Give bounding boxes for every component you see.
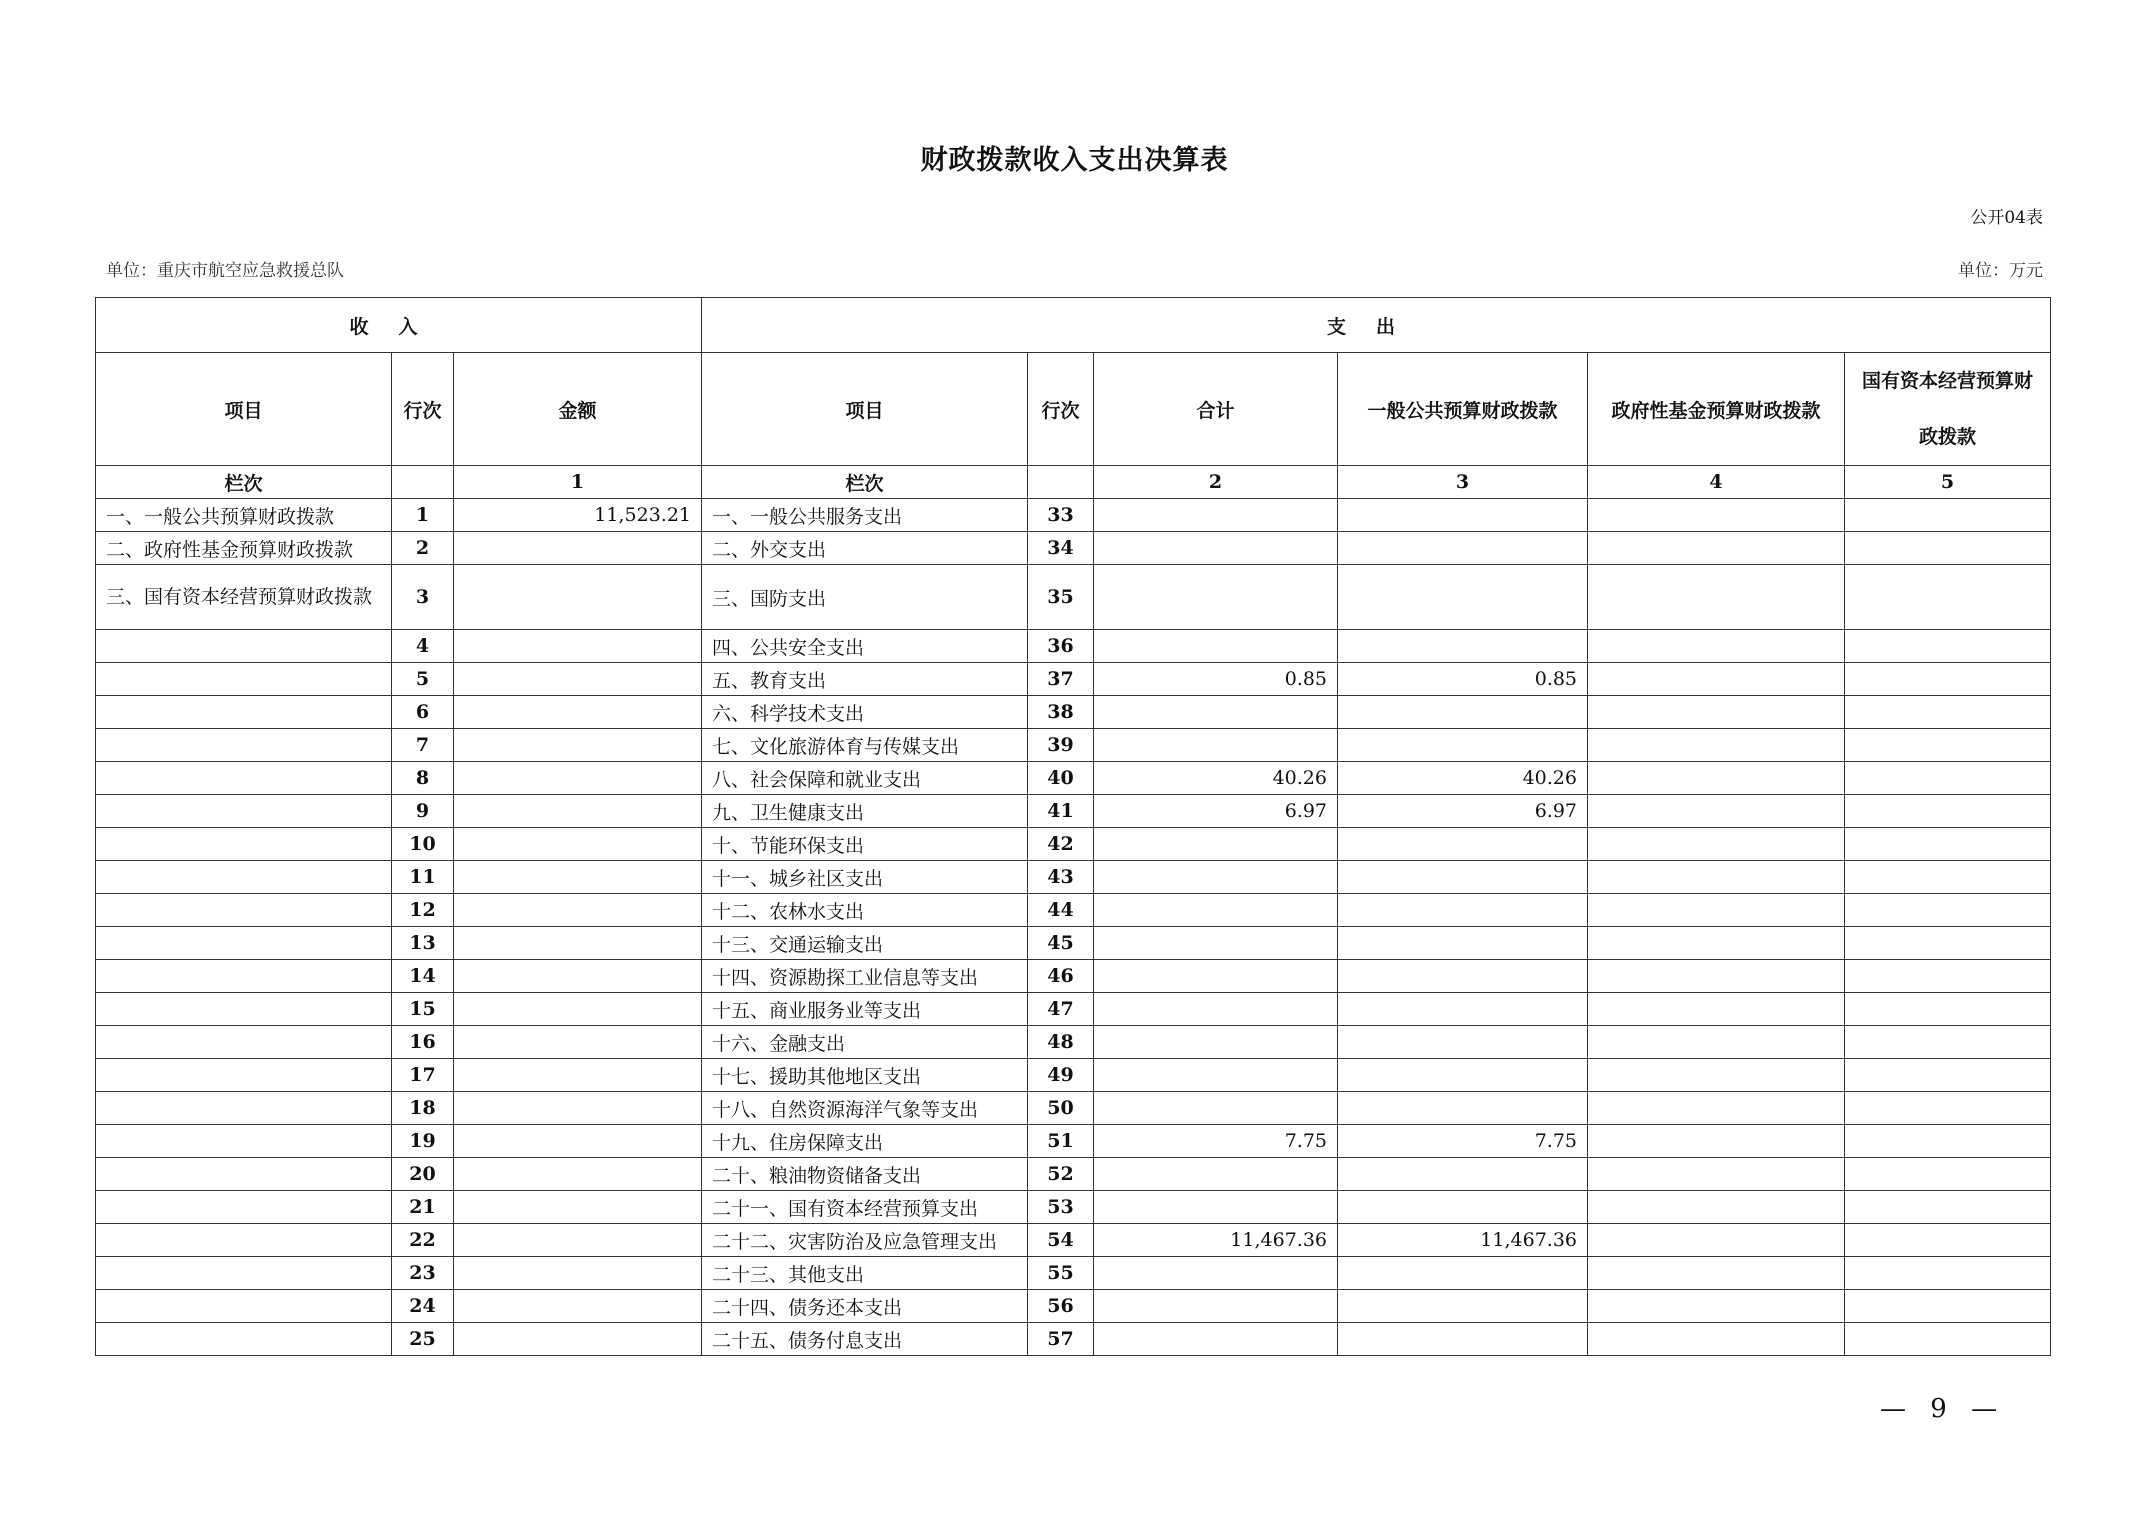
table-row [96,1158,2051,1191]
income-row-no-cell: 21 [392,1191,454,1224]
expense-item-cell: 二、外交支出 [702,532,1028,565]
general-budget-cell [1338,499,1588,532]
income-item-cell [96,1224,392,1257]
general-budget-cell [1338,532,1588,565]
total-cell [1094,1323,1338,1356]
state-capital-cell [1845,762,2051,795]
total-header: 合计 [1094,353,1338,466]
income-item-cell [96,762,392,795]
expense-item-cell: 十三、交通运输支出 [702,927,1028,960]
general-budget-cell [1338,565,1588,630]
income-item-cell [96,630,392,663]
expense-row-no-cell: 33 [1028,499,1094,532]
expense-row-no-cell: 44 [1028,894,1094,927]
income-item-cell [96,1026,392,1059]
state-capital-cell [1845,1125,2051,1158]
column-index-row [96,466,2051,499]
table-row [96,1191,2051,1224]
general-budget-cell [1338,1323,1588,1356]
table-code: 公开04表 [1970,208,2043,228]
section-header-row [96,298,2051,353]
fund-budget-cell [1588,1125,1845,1158]
general-budget-cell [1338,1290,1588,1323]
expense-row-no-cell: 52 [1028,1158,1094,1191]
income-row-no-header: 行次 [392,353,454,466]
table-row [96,630,2051,663]
expense-row-no-cell: 35 [1028,565,1094,630]
income-item-cell: 一、一般公共预算财政拨款 [96,499,392,532]
general-budget-header: 一般公共预算财政拨款 [1338,353,1588,466]
fund-budget-cell [1588,1224,1845,1257]
expense-item-cell: 五、教育支出 [702,663,1028,696]
state-capital-cell [1845,894,2051,927]
total-cell [1094,861,1338,894]
general-budget-cell: 40.26 [1338,762,1588,795]
fund-budget-cell [1588,1290,1845,1323]
income-amount-cell [454,1092,702,1125]
expense-row-no-cell: 43 [1028,861,1094,894]
expense-item-cell: 十六、金融支出 [702,1026,1028,1059]
state-capital-header: 国有资本经营预算财政拨款 [1845,353,2051,466]
income-item-cell [96,1290,392,1323]
state-capital-cell [1845,1191,2051,1224]
total-cell: 40.26 [1094,762,1338,795]
expense-item-cell: 四、公共安全支出 [702,630,1028,663]
table-row [96,1092,2051,1125]
table-row [96,1257,2051,1290]
expense-item-cell: 十九、住房保障支出 [702,1125,1028,1158]
total-cell: 11,467.36 [1094,1224,1338,1257]
expense-row-no-cell: 55 [1028,1257,1094,1290]
total-cell [1094,1191,1338,1224]
income-amount-cell [454,663,702,696]
state-capital-cell [1845,1257,2051,1290]
expense-row-no-cell: 39 [1028,729,1094,762]
income-amount-cell [454,1158,702,1191]
table-row [96,729,2051,762]
total-cell [1094,499,1338,532]
income-row-no-cell: 19 [392,1125,454,1158]
general-budget-cell [1338,960,1588,993]
expense-item-cell: 十二、农林水支出 [702,894,1028,927]
income-section-header: 收入 [96,298,702,353]
unit-label-right: 单位：万元 [1958,261,2043,281]
expense-item-cell: 十、节能环保支出 [702,828,1028,861]
general-budget-cell [1338,1026,1588,1059]
general-budget-cell [1338,1191,1588,1224]
income-row-no-cell: 18 [392,1092,454,1125]
income-amount-cell [454,960,702,993]
expense-item-cell: 二十、粮油物资储备支出 [702,1158,1028,1191]
expense-row-no-cell: 42 [1028,828,1094,861]
table-row [96,993,2051,1026]
col-index-2: 2 [1094,466,1338,499]
income-item-cell [96,993,392,1026]
expense-lanci-label: 栏次 [702,466,1028,499]
column-header-row [96,353,2051,466]
expense-item-cell: 十四、资源勘探工业信息等支出 [702,960,1028,993]
income-item-cell: 二、政府性基金预算财政拨款 [96,532,392,565]
state-capital-cell [1845,696,2051,729]
fund-budget-cell [1588,1158,1845,1191]
general-budget-cell [1338,1092,1588,1125]
fund-budget-cell [1588,1059,1845,1092]
table-row [96,927,2051,960]
state-capital-cell [1845,993,2051,1026]
general-budget-cell: 6.97 [1338,795,1588,828]
total-cell [1094,1290,1338,1323]
income-amount-cell [454,630,702,663]
expense-item-cell: 二十二、灾害防治及应急管理支出 [702,1224,1028,1257]
state-capital-cell [1845,1158,2051,1191]
income-amount-cell [454,1191,702,1224]
income-row-no-cell: 16 [392,1026,454,1059]
income-amount-cell: 11,523.21 [454,499,702,532]
fund-budget-cell [1588,663,1845,696]
income-row-no-cell: 7 [392,729,454,762]
expense-item-cell: 六、科学技术支出 [702,696,1028,729]
income-item-cell [96,696,392,729]
expense-row-no-cell: 41 [1028,795,1094,828]
fund-budget-cell [1588,960,1845,993]
table-row [96,960,2051,993]
fund-budget-cell [1588,894,1845,927]
expense-row-no-cell: 45 [1028,927,1094,960]
income-item-cell [96,663,392,696]
table-row [96,795,2051,828]
income-item-cell [96,1125,392,1158]
expense-item-cell: 三、国防支出 [702,565,1028,630]
expense-row-no-cell: 37 [1028,663,1094,696]
general-budget-cell [1338,993,1588,1026]
general-budget-cell [1338,828,1588,861]
total-cell [1094,1257,1338,1290]
state-capital-cell [1845,828,2051,861]
total-cell: 0.85 [1094,663,1338,696]
total-cell [1094,894,1338,927]
state-capital-cell [1845,861,2051,894]
total-cell [1094,960,1338,993]
income-amount-cell [454,1059,702,1092]
total-cell: 7.75 [1094,1125,1338,1158]
total-cell [1094,927,1338,960]
state-capital-cell [1845,663,2051,696]
income-row-no-cell: 10 [392,828,454,861]
income-amount-cell [454,1323,702,1356]
income-amount-cell [454,861,702,894]
income-row-no-cell: 24 [392,1290,454,1323]
expense-lanci-blank [1028,466,1094,499]
table-row [96,696,2051,729]
state-capital-cell [1845,1092,2051,1125]
income-item-cell [96,729,392,762]
expense-row-no-cell: 51 [1028,1125,1094,1158]
income-row-no-cell: 1 [392,499,454,532]
income-amount-cell [454,795,702,828]
state-capital-cell [1845,565,2051,630]
fund-budget-cell [1588,762,1845,795]
income-amount-cell [454,729,702,762]
income-item-cell [96,828,392,861]
state-capital-cell [1845,729,2051,762]
income-row-no-cell: 11 [392,861,454,894]
expense-item-cell: 八、社会保障和就业支出 [702,762,1028,795]
expense-row-no-cell: 56 [1028,1290,1094,1323]
income-row-no-cell: 9 [392,795,454,828]
expense-row-no-cell: 36 [1028,630,1094,663]
fund-budget-cell [1588,532,1845,565]
expense-row-no-cell: 38 [1028,696,1094,729]
table-row [96,894,2051,927]
income-item-cell [96,927,392,960]
table-row [96,663,2051,696]
general-budget-cell: 0.85 [1338,663,1588,696]
expense-row-no-cell: 40 [1028,762,1094,795]
general-budget-cell [1338,630,1588,663]
page-title: 财政拨款收入支出决算表 [920,145,1229,176]
total-cell [1094,532,1338,565]
income-item-cell [96,795,392,828]
income-item-cell [96,1092,392,1125]
table-row [96,1290,2051,1323]
income-row-no-cell: 8 [392,762,454,795]
state-capital-cell [1845,499,2051,532]
expense-item-cell: 九、卫生健康支出 [702,795,1028,828]
income-amount-cell [454,927,702,960]
income-row-no-cell: 2 [392,532,454,565]
fund-budget-cell [1588,1257,1845,1290]
total-cell: 6.97 [1094,795,1338,828]
income-item-cell [96,894,392,927]
income-item-header: 项目 [96,353,392,466]
expense-item-cell: 二十五、债务付息支出 [702,1323,1028,1356]
income-amount-cell [454,696,702,729]
state-capital-cell [1845,630,2051,663]
state-capital-cell [1845,1059,2051,1092]
income-row-no-cell: 13 [392,927,454,960]
col-index-4: 4 [1588,466,1845,499]
income-amount-cell [454,565,702,630]
income-item-cell [96,960,392,993]
table-row [96,1059,2051,1092]
expense-row-no-header: 行次 [1028,353,1094,466]
table-row [96,532,2051,565]
fund-budget-cell [1588,1191,1845,1224]
general-budget-cell [1338,861,1588,894]
expense-item-cell: 一、一般公共服务支出 [702,499,1028,532]
income-amount-cell [454,1125,702,1158]
unit-label-left: 单位：重庆市航空应急救援总队 [106,261,344,281]
fund-budget-cell [1588,828,1845,861]
expense-section-header: 支出 [702,298,2051,353]
expense-row-no-cell: 34 [1028,532,1094,565]
income-item-cell [96,1191,392,1224]
income-amount-cell [454,894,702,927]
fund-budget-cell [1588,1026,1845,1059]
income-amount-cell [454,1290,702,1323]
income-row-no-cell: 20 [392,1158,454,1191]
general-budget-cell [1338,1158,1588,1191]
table-body [96,298,2051,1356]
income-row-no-cell: 5 [392,663,454,696]
expense-row-no-cell: 54 [1028,1224,1094,1257]
total-cell [1094,729,1338,762]
income-item-cell [96,1257,392,1290]
state-capital-cell [1845,795,2051,828]
income-amount-cell [454,1026,702,1059]
expense-item-cell: 十七、援助其他地区支出 [702,1059,1028,1092]
total-cell [1094,1158,1338,1191]
table-row [96,1026,2051,1059]
state-capital-cell [1845,1224,2051,1257]
total-cell [1094,565,1338,630]
table-row [96,828,2051,861]
total-cell [1094,993,1338,1026]
page-number: — 9 — [1880,1394,2006,1424]
fund-budget-cell [1588,861,1845,894]
fund-budget-cell [1588,630,1845,663]
appropriation-table [95,297,2051,1356]
income-amount-header: 金额 [454,353,702,466]
general-budget-cell [1338,1257,1588,1290]
income-row-no-cell: 3 [392,565,454,630]
table-row [96,762,2051,795]
table-row [96,499,2051,532]
general-budget-cell [1338,729,1588,762]
state-capital-cell [1845,960,2051,993]
income-row-no-cell: 12 [392,894,454,927]
fund-budget-cell [1588,993,1845,1026]
income-row-no-cell: 23 [392,1257,454,1290]
expense-item-header: 项目 [702,353,1028,466]
fund-budget-header: 政府性基金预算财政拨款 [1588,353,1845,466]
table-row [96,1224,2051,1257]
income-row-no-cell: 17 [392,1059,454,1092]
col-index-5: 5 [1845,466,2051,499]
expense-row-no-cell: 50 [1028,1092,1094,1125]
income-amount-cell [454,762,702,795]
general-budget-cell [1338,927,1588,960]
income-item-cell [96,1323,392,1356]
general-budget-cell: 7.75 [1338,1125,1588,1158]
table-row [96,861,2051,894]
total-cell [1094,696,1338,729]
income-row-no-cell: 14 [392,960,454,993]
expense-item-cell: 二十三、其他支出 [702,1257,1028,1290]
total-cell [1094,630,1338,663]
table-row [96,565,2051,630]
general-budget-cell [1338,894,1588,927]
total-cell [1094,828,1338,861]
income-amount-cell [454,532,702,565]
income-row-no-cell: 4 [392,630,454,663]
income-row-no-cell: 25 [392,1323,454,1356]
total-cell [1094,1059,1338,1092]
expense-row-no-cell: 47 [1028,993,1094,1026]
income-amount-cell [454,993,702,1026]
fund-budget-cell [1588,1092,1845,1125]
fund-budget-cell [1588,927,1845,960]
income-row-no-cell: 15 [392,993,454,1026]
general-budget-cell [1338,1059,1588,1092]
income-lanci-label: 栏次 [96,466,392,499]
income-row-no-cell: 6 [392,696,454,729]
general-budget-cell: 11,467.36 [1338,1224,1588,1257]
total-cell [1094,1092,1338,1125]
expense-row-no-cell: 48 [1028,1026,1094,1059]
fund-budget-cell [1588,795,1845,828]
state-capital-cell [1845,1290,2051,1323]
col-index-3: 3 [1338,466,1588,499]
col-index-1: 1 [454,466,702,499]
state-capital-cell [1845,532,2051,565]
state-capital-cell [1845,927,2051,960]
expense-item-cell: 二十四、债务还本支出 [702,1290,1028,1323]
expense-item-cell: 十八、自然资源海洋气象等支出 [702,1092,1028,1125]
income-lanci-blank [392,466,454,499]
expense-row-no-cell: 49 [1028,1059,1094,1092]
fund-budget-cell [1588,696,1845,729]
income-row-no-cell: 22 [392,1224,454,1257]
expense-row-no-cell: 53 [1028,1191,1094,1224]
income-amount-cell [454,1224,702,1257]
income-item-cell: 三、国有资本经营预算财政拨款 [96,565,392,630]
expense-item-cell: 十五、商业服务业等支出 [702,993,1028,1026]
income-item-cell [96,1059,392,1092]
expense-item-cell: 十一、城乡社区支出 [702,861,1028,894]
fund-budget-cell [1588,729,1845,762]
income-item-cell [96,861,392,894]
table-row [96,1125,2051,1158]
income-item-cell [96,1158,392,1191]
fund-budget-cell [1588,1323,1845,1356]
table-row [96,1323,2051,1356]
income-amount-cell [454,1257,702,1290]
expense-row-no-cell: 57 [1028,1323,1094,1356]
total-cell [1094,1026,1338,1059]
general-budget-cell [1338,696,1588,729]
expense-item-cell: 七、文化旅游体育与传媒支出 [702,729,1028,762]
fund-budget-cell [1588,499,1845,532]
state-capital-cell [1845,1323,2051,1356]
state-capital-cell [1845,1026,2051,1059]
expense-item-cell: 二十一、国有资本经营预算支出 [702,1191,1028,1224]
income-amount-cell [454,828,702,861]
fund-budget-cell [1588,565,1845,630]
expense-row-no-cell: 46 [1028,960,1094,993]
